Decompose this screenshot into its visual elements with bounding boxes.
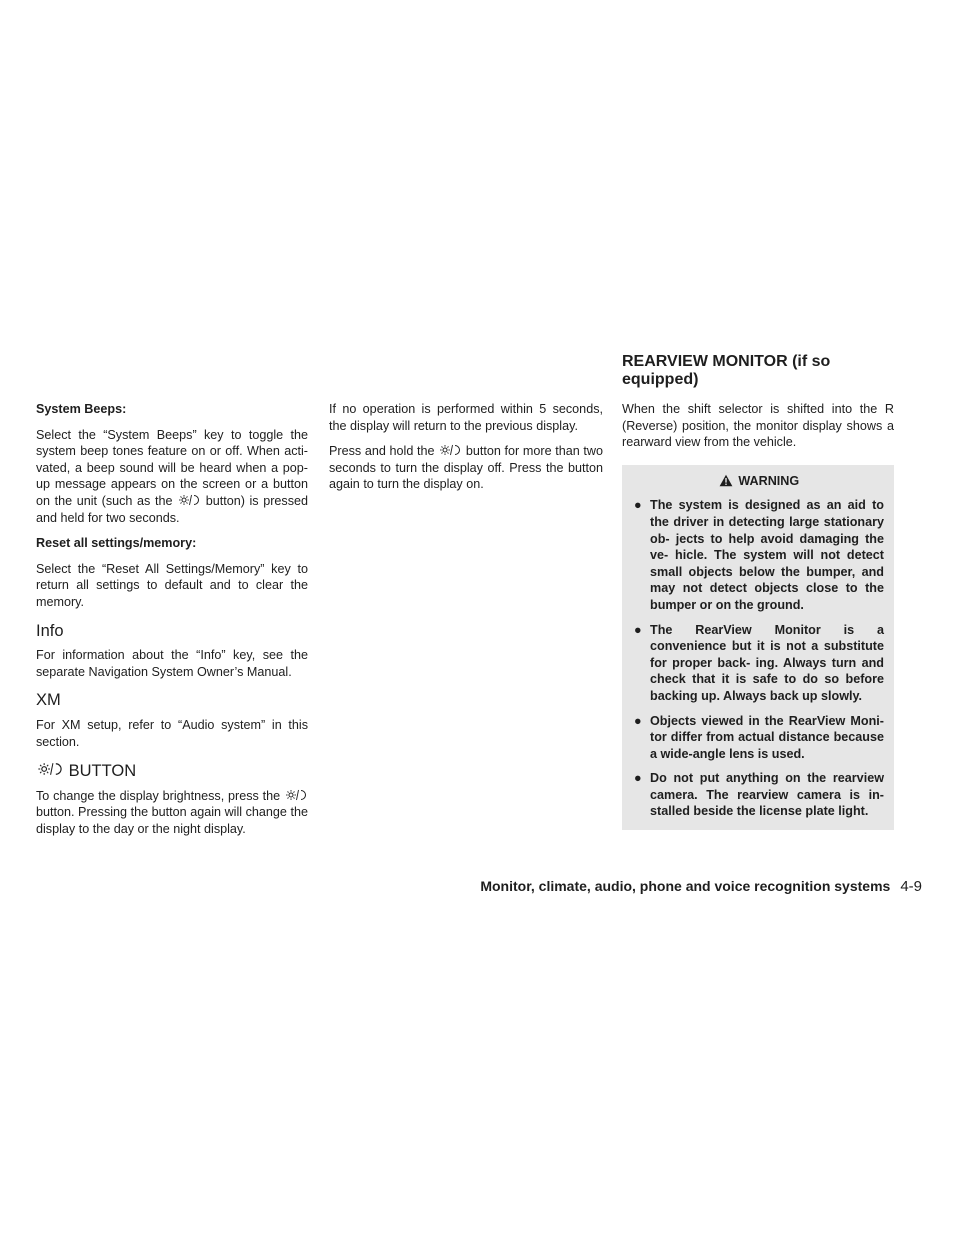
- button-text-b: button. Pressing the button again will change the display to the day or the night display.: [36, 805, 308, 836]
- warning-text: The RearView Monitor is a convenience but it is not a substitute for proper back- ing. Always turn and check that it is safe to do so before backing up. Always back up slowly.: [650, 622, 884, 703]
- bullet: ●: [634, 713, 642, 728]
- sun-moon-icon: [179, 494, 199, 506]
- display-off-paragraph: [329, 443, 603, 493]
- button-text-a: To change the display brightness, press the: [36, 788, 281, 803]
- warning-text: The system is designed as an aid to the driver in detecting large stationary ob- jects to help avoid damaging the ve- hicle. The system will not detect small objects below the bumper, and may not detect objects close to the bumper or on the ground.: [650, 498, 884, 612]
- warning-item: [634, 497, 884, 613]
- bullet: ●: [634, 622, 642, 637]
- info-paragraph: For information about the “Info” key, see the separate Navigation System Owner’s Manual.: [36, 648, 308, 679]
- warning-item: [634, 622, 884, 705]
- xm-heading: XM: [36, 691, 61, 710]
- rearview-section-title: REARVIEW MONITOR (if so equipped): [622, 353, 831, 388]
- warning-item: [634, 770, 884, 820]
- xm-paragraph: For XM setup, refer to “Audio system” in this section.: [36, 717, 308, 749]
- warning-label: WARNING: [738, 473, 800, 488]
- sun-moon-icon: [38, 762, 62, 776]
- warning-triangle-icon: [719, 474, 733, 487]
- bullet: ●: [634, 771, 642, 786]
- button-paragraph: [36, 788, 308, 838]
- warning-item: [634, 713, 884, 763]
- display-off-text-b: button for more than two seconds to turn the display off. Press the button again to turn the display on.: [329, 444, 604, 492]
- sun-moon-icon: [286, 789, 306, 801]
- system-beeps-text-a: Select the “System Beeps” key to toggle the system beep tones feature on or off. When acti- vated, a beep sound will be heard when a pop-up message appears on the screen or a button on the unit (such as the: [36, 427, 308, 508]
- footer-section-name: Monitor, climate, audio, phone and voice recognition systems: [480, 878, 891, 894]
- sun-moon-icon: [440, 444, 460, 456]
- right-column: [622, 401, 894, 830]
- button-heading-text: BUTTON: [68, 762, 137, 781]
- middle-column: [329, 401, 603, 502]
- rearview-intro: When the shift selector is shifted into the R (Reverse) position, the monitor display shows a rearward view from the vehicle.: [622, 402, 894, 450]
- warning-text: Objects viewed in the RearView Moni- tor differ from actual distance because a wide-angle lens is used.: [650, 713, 884, 761]
- display-off-text-a: Press and hold the: [329, 444, 435, 459]
- page-footer: [480, 878, 922, 895]
- system-beeps-heading: System Beeps:: [36, 402, 127, 416]
- reset-heading: Reset all settings/memory:: [36, 536, 197, 551]
- warning-list: [634, 497, 884, 820]
- system-beeps-paragraph: [36, 427, 308, 527]
- left-column: [36, 401, 308, 846]
- button-heading: [36, 762, 308, 780]
- system-beeps-text-b: button) is pressed and held for two seconds.: [36, 493, 309, 525]
- info-heading: Info: [36, 621, 64, 640]
- warning-box: [622, 465, 894, 830]
- warning-header: [634, 473, 884, 490]
- warning-text: Do not put anything on the rearview camera. The rearview camera is in- stalled beside the license plate light.: [650, 771, 884, 819]
- page-number: 4-9: [900, 878, 922, 895]
- reset-paragraph: Select the “Reset All Settings/Memory” key to return all settings to default and to clear the memory.: [36, 561, 308, 609]
- bullet: ●: [634, 498, 642, 513]
- timeout-paragraph: If no operation is performed within 5 seconds, the display will return to the previous display.: [329, 402, 603, 433]
